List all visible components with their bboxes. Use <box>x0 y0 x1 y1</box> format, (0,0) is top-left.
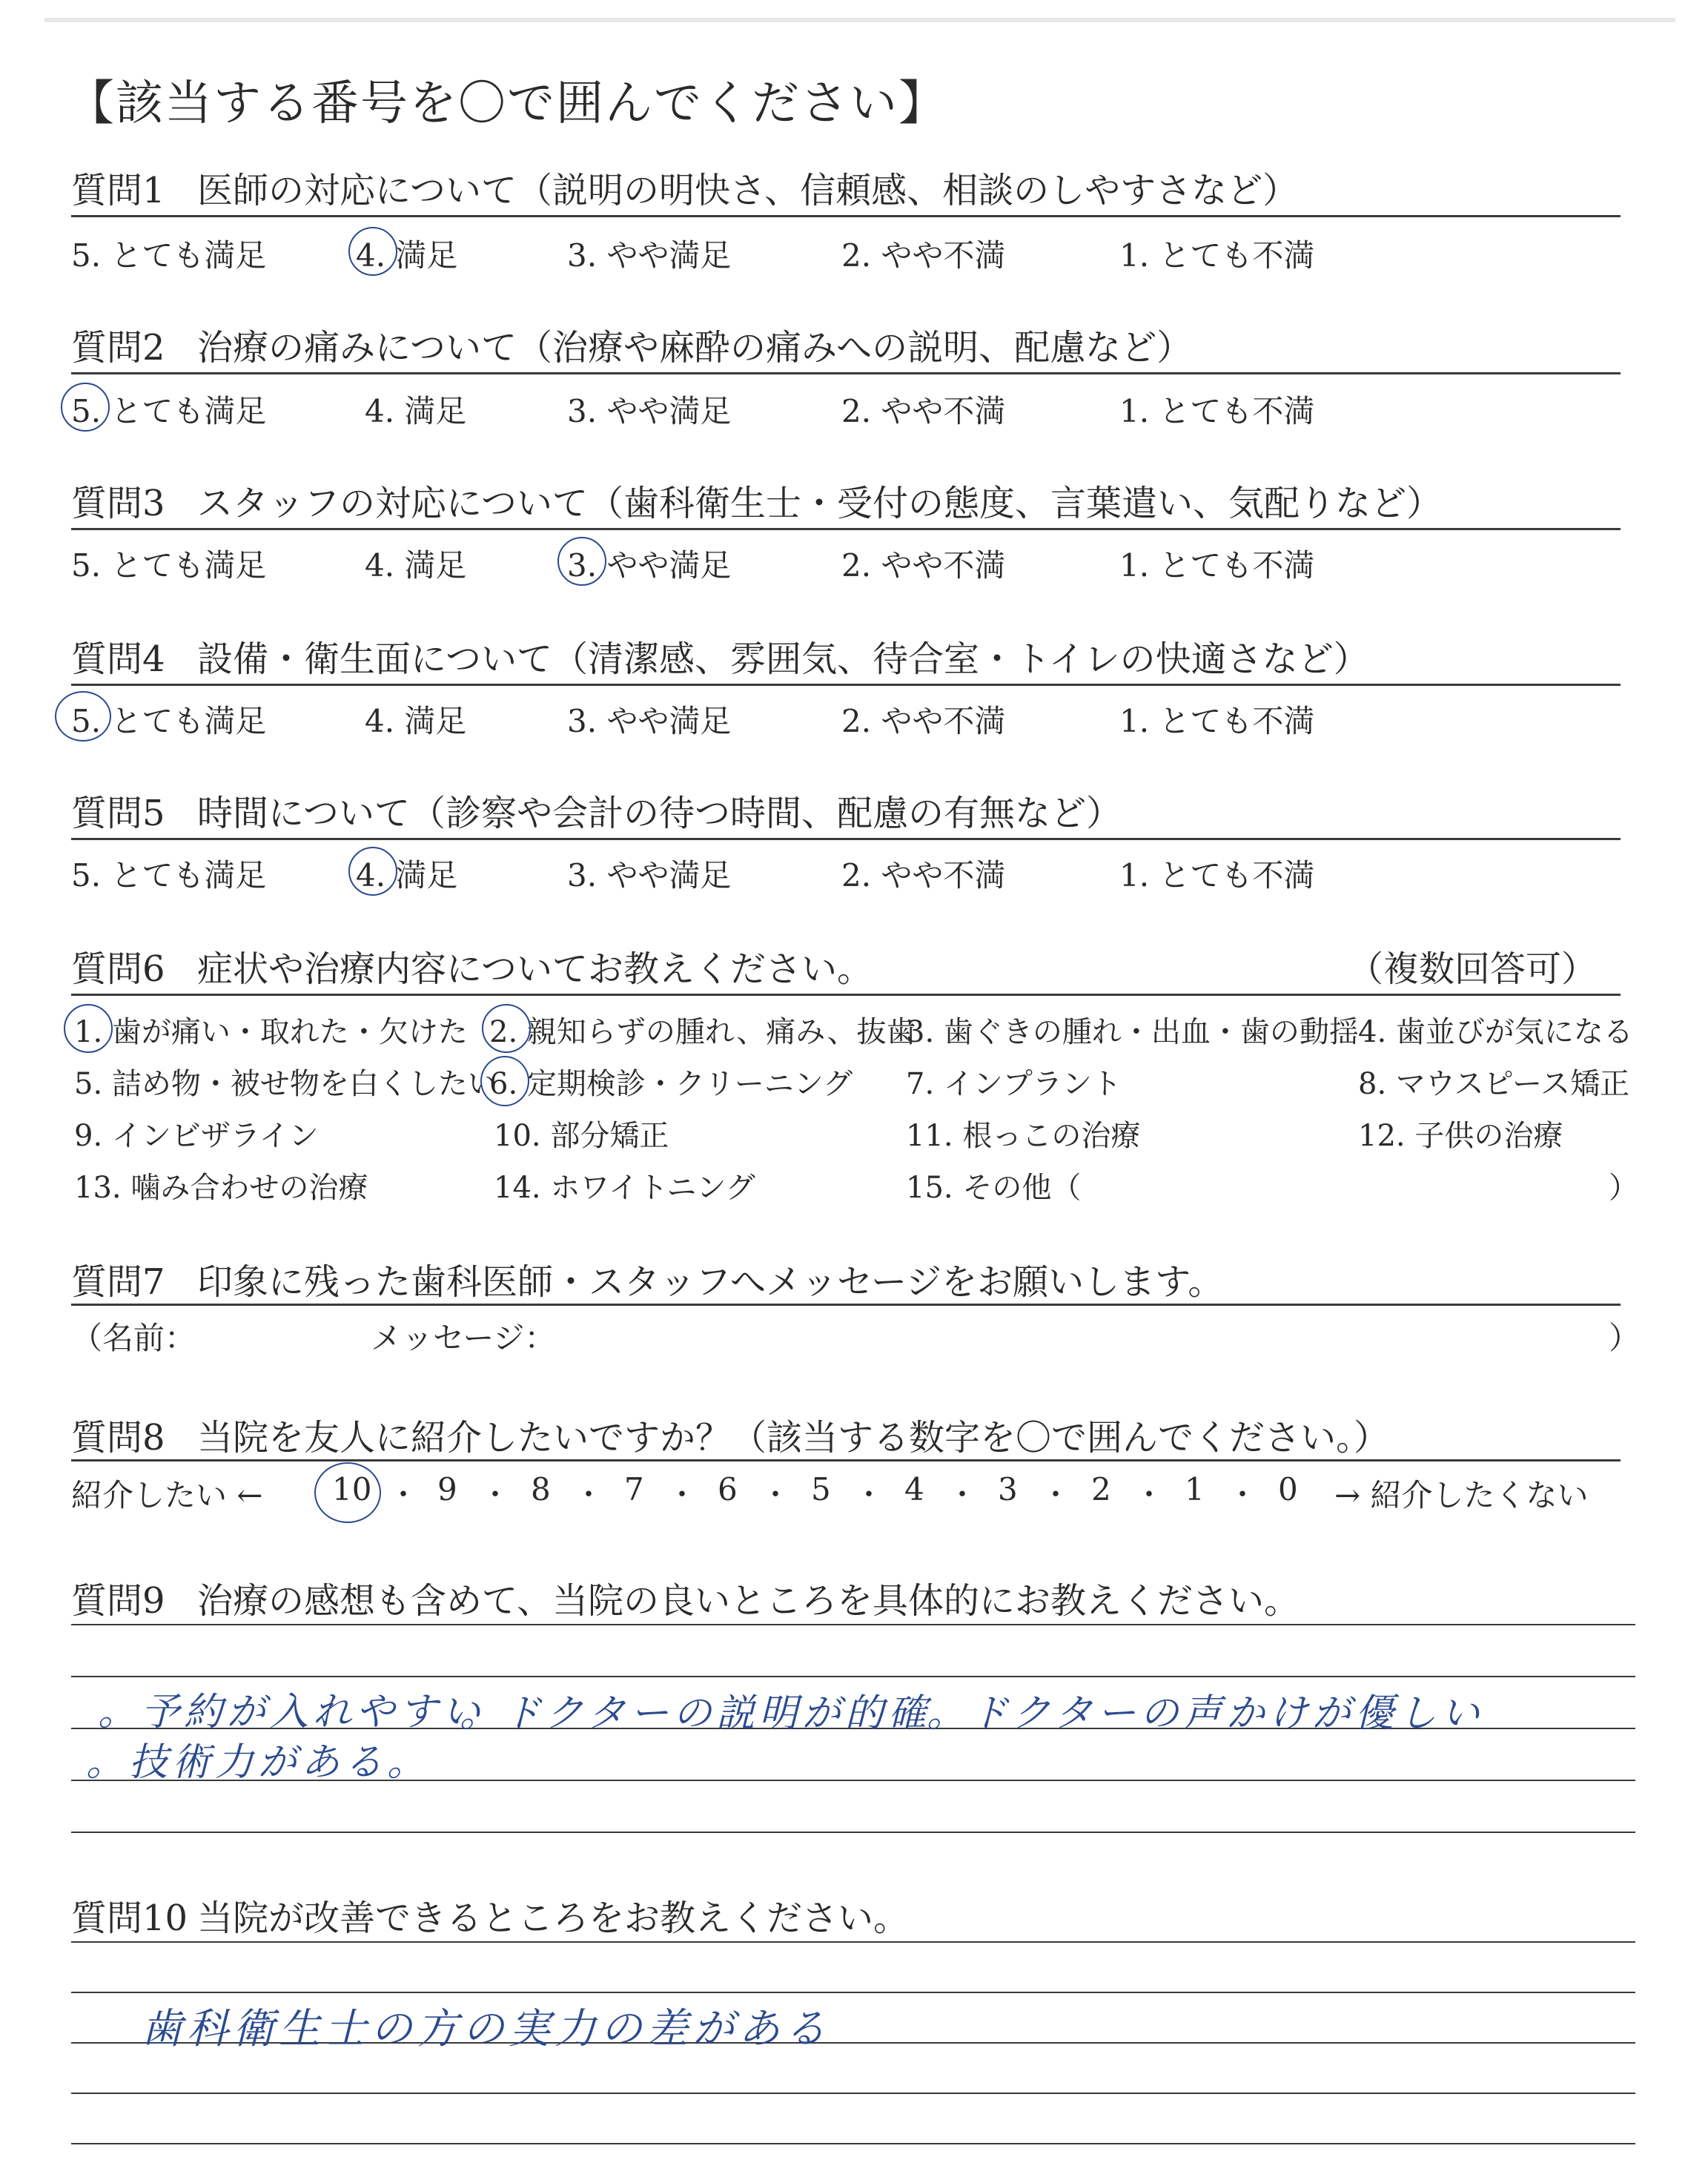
q6-answer-circle-1 <box>64 1004 113 1053</box>
q2-option-5[interactable]: 5. とても満足 <box>71 393 267 429</box>
multiple-answer-note: （複数回答可） <box>1347 948 1597 990</box>
q6-option-5[interactable]: 5. 詰め物・被せ物を白くしたい <box>74 1067 497 1101</box>
q6-option-12[interactable]: 12. 子供の治療 <box>1358 1119 1563 1153</box>
q6-option-10[interactable]: 10. 部分矯正 <box>494 1119 669 1153</box>
question-2-rule <box>71 372 1621 374</box>
question-10 <box>71 1889 909 1941</box>
q3-option-1[interactable]: 1. とても不満 <box>1119 547 1315 584</box>
answer-line <box>71 1624 1635 1625</box>
q6-other-close-paren: ） <box>1609 1171 1638 1205</box>
question-text: 症状や治療内容についてお教えください。 <box>197 948 873 990</box>
q3-option-3[interactable]: 3. やや満足 <box>567 547 732 584</box>
question-number: 質問10 <box>71 1898 188 1939</box>
question-7-rule <box>71 1304 1621 1306</box>
q8-right-label: → 紹介したくない <box>1334 1477 1589 1513</box>
q4-option-1[interactable]: 1. とても不満 <box>1119 703 1315 739</box>
question-number: 質問6 <box>71 948 165 990</box>
q6-answer-circle-6 <box>480 1056 529 1106</box>
scale-2[interactable]: 2 <box>1091 1471 1111 1507</box>
q6-option-7[interactable]: 7. インプラント <box>906 1067 1122 1101</box>
q3-option-5[interactable]: 5. とても満足 <box>71 547 267 584</box>
answer-line <box>71 1832 1635 1833</box>
scale-dot: ・ <box>1041 1478 1070 1512</box>
question-number: 質問2 <box>71 327 165 369</box>
q6-option-9[interactable]: 9. インビザライン <box>74 1119 319 1153</box>
answer-line <box>71 1676 1635 1677</box>
q6-answer-circle-2 <box>482 1004 531 1053</box>
q4-answer-circle <box>55 691 111 742</box>
scale-0[interactable]: 0 <box>1278 1471 1298 1507</box>
q2-option-2[interactable]: 2. やや不満 <box>841 393 1006 429</box>
scale-dot: ・ <box>1228 1478 1257 1512</box>
question-5 <box>71 785 1122 836</box>
question-4 <box>71 630 1369 681</box>
scale-5[interactable]: 5 <box>811 1471 831 1507</box>
question-text: 当院が改善できるところをお教えください。 <box>197 1898 910 1939</box>
scale-1[interactable]: 1 <box>1185 1471 1205 1507</box>
q2-answer-circle <box>61 383 110 432</box>
question-6-rule <box>71 994 1621 996</box>
question-number: 質問5 <box>71 793 165 834</box>
q6-option-3[interactable]: 3. 歯ぐきの腫れ・出血・歯の動揺 <box>906 1015 1359 1049</box>
question-text: 医師の対応について（説明の明快さ、信頼感、相談のしやすさなど） <box>197 170 1299 211</box>
q9-handwritten-answer-2: 。ドクターの説明が的確 <box>460 1691 931 1736</box>
question-number: 質問9 <box>71 1580 165 1622</box>
q2-option-4[interactable]: 4. 満足 <box>365 393 467 429</box>
question-number: 質問1 <box>71 170 165 211</box>
question-number: 質問3 <box>71 483 165 524</box>
q5-option-4[interactable]: 4. 満足 <box>356 857 458 894</box>
scale-dot: ・ <box>947 1478 977 1512</box>
scale-dot: ・ <box>574 1478 603 1512</box>
q6-option-15[interactable]: 15. その他（ <box>906 1171 1082 1205</box>
question-text: 治療の感想も含めて、当院の良いところを具体的にお教えください。 <box>197 1580 1300 1622</box>
scale-dot: ・ <box>667 1478 697 1512</box>
q6-option-6[interactable]: 6. 定期検診・クリーニング <box>489 1067 853 1101</box>
q4-option-4[interactable]: 4. 満足 <box>365 703 467 739</box>
q6-option-8[interactable]: 8. マウスピース矯正 <box>1358 1067 1630 1101</box>
q7-close-paren: ） <box>1609 1320 1641 1356</box>
answer-line <box>71 1992 1635 1993</box>
q9-handwritten-answer-3: 。ドクターの声かけが優しい <box>927 1691 1484 1736</box>
q4-option-3[interactable]: 3. やや満足 <box>567 703 732 739</box>
question-text: 時間について（診察や会計の待つ時間、配慮の有無など） <box>197 793 1122 834</box>
question-7 <box>71 1253 1223 1304</box>
scale-3[interactable]: 3 <box>998 1471 1018 1507</box>
q2-option-3[interactable]: 3. やや満足 <box>567 393 732 429</box>
question-text: 当院を友人に紹介したいですか？（該当する数字を〇で囲んでください。） <box>197 1417 1390 1459</box>
q6-option-11[interactable]: 11. 根っこの治療 <box>906 1119 1141 1153</box>
scale-dot: ・ <box>854 1478 884 1512</box>
question-1-rule <box>71 215 1621 217</box>
form-heading: 【該当する番号を〇で囲んでください】 <box>67 76 947 131</box>
scale-dot: ・ <box>388 1478 418 1512</box>
scale-8[interactable]: 8 <box>531 1471 551 1507</box>
question-6 <box>71 940 873 991</box>
q5-option-5[interactable]: 5. とても満足 <box>71 857 267 894</box>
question-5-rule <box>71 838 1621 840</box>
q10-handwritten-answer: 歯科衛生士の方の実力の差がある <box>141 2005 830 2053</box>
q8-answer-circle <box>314 1462 381 1523</box>
answer-line <box>71 1941 1635 1943</box>
question-number: 質問4 <box>71 638 165 680</box>
scale-6[interactable]: 6 <box>718 1471 738 1507</box>
question-2 <box>71 319 1192 370</box>
q1-option-3[interactable]: 3. やや満足 <box>567 237 732 274</box>
scale-10[interactable]: 10 <box>332 1471 372 1507</box>
question-3 <box>71 475 1442 526</box>
q1-answer-circle <box>348 227 397 276</box>
question-number: 質問8 <box>71 1417 165 1459</box>
q5-option-3[interactable]: 3. やや満足 <box>567 857 732 894</box>
scale-dot: ・ <box>480 1478 510 1512</box>
question-number: 質問7 <box>71 1261 165 1303</box>
question-text: 設備・衛生面について（清潔感、雰囲気、待合室・トイレの快適さなど） <box>197 638 1369 680</box>
scale-9[interactable]: 9 <box>437 1471 457 1507</box>
q9-handwritten-answer-4: 。技術力がある。 <box>86 1740 431 1785</box>
question-4-rule <box>71 684 1621 686</box>
q6-option-14[interactable]: 14. ホワイトニング <box>494 1171 755 1205</box>
scale-7[interactable]: 7 <box>624 1471 644 1507</box>
q9-handwritten-answer-1: 。予約が入れやすい <box>98 1690 486 1734</box>
q2-option-1[interactable]: 1. とても不満 <box>1119 393 1315 429</box>
question-9 <box>71 1572 1300 1623</box>
question-1 <box>71 162 1298 213</box>
q5-option-2[interactable]: 2. やや不満 <box>841 857 1006 894</box>
scale-dot: ・ <box>1134 1478 1164 1512</box>
q6-option-13[interactable]: 13. 噛み合わせの治療 <box>74 1171 368 1205</box>
scale-4[interactable]: 4 <box>904 1471 924 1507</box>
question-3-rule <box>71 528 1621 530</box>
q8-left-label: 紹介したい ← <box>71 1477 263 1513</box>
q6-option-1[interactable]: 1. 歯が痛い・取れた・欠けた <box>74 1015 468 1049</box>
q4-option-5[interactable]: 5. とても満足 <box>71 703 267 739</box>
answer-line <box>71 2143 1635 2144</box>
question-8 <box>71 1409 1389 1460</box>
question-text: 治療の痛みについて（治療や麻酔の痛みへの説明、配慮など） <box>197 327 1193 369</box>
question-text: 印象に残った歯科医師・スタッフへメッセージをお願いします。 <box>197 1261 1224 1303</box>
question-8-rule <box>71 1459 1621 1462</box>
q6-option-2[interactable]: 2. 親知らずの腫れ、痛み、抜歯 <box>489 1015 916 1049</box>
q5-option-1[interactable]: 1. とても不満 <box>1119 857 1315 894</box>
q3-option-4[interactable]: 4. 満足 <box>365 547 467 584</box>
q6-option-4[interactable]: 4. 歯並びが気になる <box>1358 1015 1633 1049</box>
q4-option-2[interactable]: 2. やや不満 <box>841 703 1006 739</box>
q1-option-5[interactable]: 5. とても満足 <box>71 237 267 274</box>
question-text: スタッフの対応について（歯科衛生士・受付の態度、言葉遣い、気配りなど） <box>197 483 1443 524</box>
q5-answer-circle <box>348 847 397 896</box>
answer-line <box>71 2093 1635 2094</box>
q7-name-label: （名前： <box>71 1320 196 1356</box>
scale-dot: ・ <box>761 1478 790 1512</box>
q1-option-2[interactable]: 2. やや不満 <box>841 237 1006 274</box>
scan-top-edge <box>44 18 1675 22</box>
q1-option-1[interactable]: 1. とても不満 <box>1119 237 1315 274</box>
q1-option-4[interactable]: 4. 満足 <box>356 237 458 274</box>
q3-option-2[interactable]: 2. やや不満 <box>841 547 1006 584</box>
q3-answer-circle <box>557 537 606 586</box>
q7-message-label: メッセージ： <box>371 1320 556 1356</box>
